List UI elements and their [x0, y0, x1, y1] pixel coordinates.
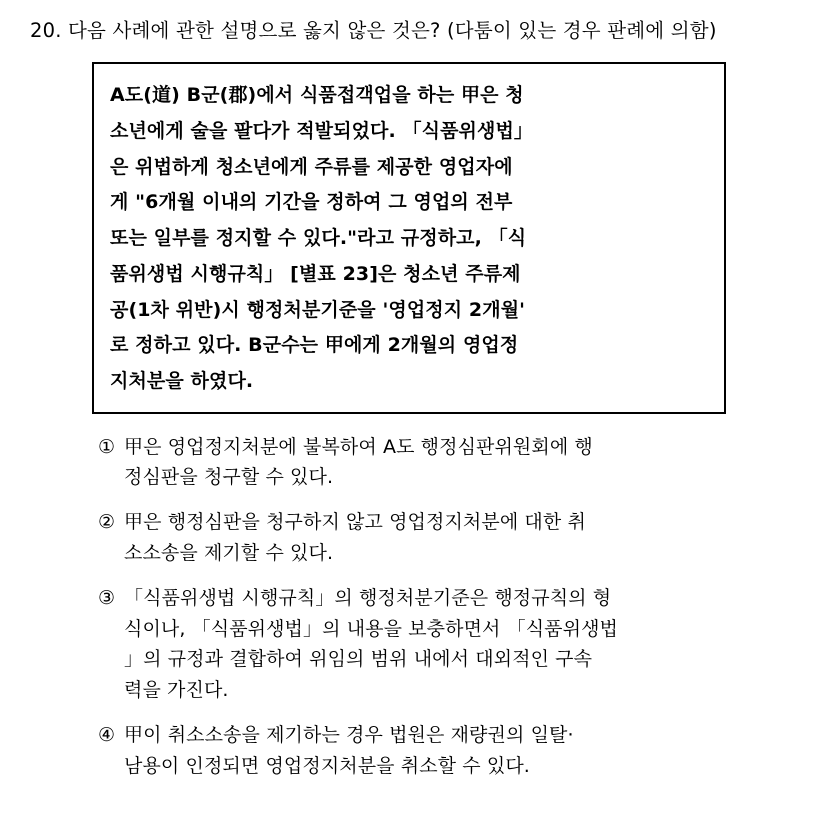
choice-option-2[interactable]	[98, 507, 754, 569]
passage-line: 게 "6개월 이내의 기간을 정하여 그 영업의 전부	[110, 191, 513, 214]
choice-line: 」의 규정과 결합하여 위임의 범위 내에서 대외적인 구속	[124, 648, 593, 671]
passage-line: 지처분을 하였다.	[110, 369, 254, 392]
passage-line: 소년에게 술을 팔다가 적발되었다. 「식품위생법」	[110, 119, 534, 142]
choice-marker: ①	[98, 435, 116, 458]
passage-line: 로 정하고 있다. B군수는 甲에게 2개월의 영업정	[110, 334, 519, 357]
choice-marker: ③	[98, 586, 116, 609]
choice-option-4[interactable]	[98, 720, 754, 782]
question-stem	[24, 16, 802, 46]
choice-line: 甲은 영업정지처분에 불복하여 A도 행정심판위원회에 행	[124, 435, 593, 458]
passage-container	[24, 62, 802, 413]
choice-text	[124, 583, 754, 706]
choice-line: 식이나, 「식품위생법」의 내용을 보충하면서 「식품위생법	[124, 617, 618, 640]
choice-line: 「식품위생법 시행규칙」의 행정처분기준은 행정규칙의 형	[124, 586, 612, 609]
choice-text	[124, 432, 754, 494]
choice-line: 남용이 인정되면 영업정지처분을 취소할 수 있다.	[124, 754, 530, 777]
passage-line: A도(道) B군(郡)에서 식품접객업을 하는 甲은 청	[110, 84, 524, 107]
choice-list	[24, 432, 802, 782]
passage-line: 은 위법하게 청소년에게 주류를 제공한 영업자에	[110, 155, 513, 178]
question-text: 다음 사례에 관한 설명으로 옳지 않은 것은? (다툼이 있는 경우 판례에 의함)	[68, 19, 717, 42]
choice-option-3[interactable]	[98, 583, 754, 706]
choice-text	[124, 507, 754, 569]
choice-line: 정심판을 청구할 수 있다.	[124, 466, 334, 489]
passage-line: 공(1차 위반)시 행정처분기준을 '영업정지 2개월'	[110, 298, 526, 321]
choice-line: 력을 가진다.	[124, 679, 229, 702]
choice-option-1[interactable]	[98, 432, 754, 494]
choice-line: 甲은 행정심판을 청구하지 않고 영업정지처분에 대한 취	[124, 511, 586, 534]
passage-line: 또는 일부를 정지할 수 있다."라고 규정하고, 「식	[110, 227, 527, 250]
passage-line: 품위생법 시행규칙」 [별표 23]은 청소년 주류제	[110, 262, 521, 285]
choice-line: 소소송을 제기할 수 있다.	[124, 541, 334, 564]
case-passage-box	[92, 62, 726, 413]
choice-text	[124, 720, 754, 782]
choice-line: 甲이 취소소송을 제기하는 경우 법원은 재량권의 일탈·	[124, 723, 574, 746]
choice-marker: ④	[98, 723, 116, 746]
question-number: 20.	[30, 19, 62, 42]
choice-marker: ②	[98, 511, 116, 534]
